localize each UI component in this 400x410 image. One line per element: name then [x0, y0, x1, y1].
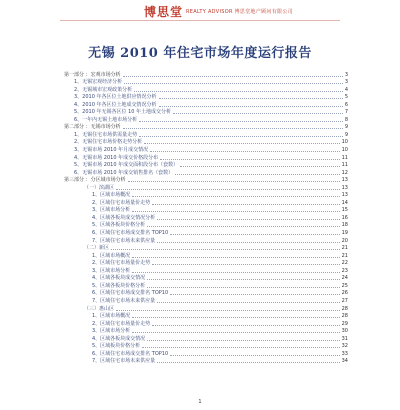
toc-entry-label: 2、无锡住宅市场价格走势分析	[74, 139, 143, 146]
toc-entry-page: 10	[341, 147, 348, 154]
toc-entry-page: 8	[344, 116, 348, 123]
toc-entry-page: 13	[341, 192, 348, 199]
toc-entry-label: 5、区域各板块价格分析	[92, 222, 146, 229]
toc-entry-label: 7、区域住宅市场未来供应量	[92, 358, 156, 365]
toc-leader-dots	[175, 174, 340, 175]
toc-entry[interactable]	[64, 213, 348, 221]
toc-entry[interactable]	[64, 312, 348, 320]
toc-entry[interactable]	[64, 327, 348, 335]
toc-entry[interactable]	[64, 153, 348, 161]
toc-entry[interactable]	[64, 244, 348, 252]
toc-entry[interactable]	[64, 78, 348, 86]
toc-entry-label: （二）新区	[84, 245, 110, 252]
toc-entry-page: 19	[341, 230, 348, 237]
toc-entry-page: 14	[341, 199, 348, 206]
page-number: 1	[198, 399, 202, 405]
toc-leader-dots	[157, 219, 339, 220]
toc-entry[interactable]	[64, 342, 348, 350]
toc-entry-page: 21	[341, 245, 348, 252]
toc-leader-dots	[139, 121, 343, 122]
toc-entry-label: 3、2010 年各区位土地供应情况分析	[74, 94, 157, 101]
toc-leader-dots	[132, 196, 339, 197]
toc-entry-label: 3、无锡市场 2010 年月成交情况	[74, 147, 149, 154]
toc-leader-dots	[157, 362, 339, 363]
toc-leader-dots	[132, 332, 339, 333]
toc-leader-dots	[147, 279, 339, 280]
toc-entry[interactable]	[64, 349, 348, 357]
toc-entry-page: 5	[344, 94, 348, 101]
toc-entry-page: 18	[341, 222, 348, 229]
toc-entry-page: 22	[341, 260, 348, 267]
toc-leader-dots	[144, 143, 339, 144]
toc-entry-page: 9	[344, 131, 348, 138]
toc-leader-dots	[132, 211, 339, 212]
toc-entry-label: 6、无锡市场 2010 年成交销售排名（套数）	[74, 169, 174, 176]
toc-entry-label: 5、无锡市场 2010 年成交面积段分布（套数）	[74, 162, 179, 169]
toc-entry-page: 31	[341, 335, 348, 342]
toc-entry-page: 20	[341, 237, 348, 244]
toc-entry-label: 6、区域住宅市场成交排名 TOP10	[92, 230, 169, 237]
toc-leader-dots	[124, 83, 343, 84]
toc-entry-page: 3	[344, 79, 348, 86]
toc-entry[interactable]	[64, 123, 348, 131]
toc-leader-dots	[111, 249, 340, 250]
toc-entry[interactable]	[64, 236, 348, 244]
toc-entry[interactable]	[64, 161, 348, 169]
toc-entry-page: 9	[344, 124, 348, 131]
toc-leader-dots	[159, 106, 343, 107]
toc-entry[interactable]	[64, 138, 348, 146]
toc-entry-label: 7、区域住宅市场未来供应量	[92, 237, 156, 244]
toc-entry[interactable]	[64, 191, 348, 199]
toc-leader-dots	[134, 91, 343, 92]
toc-entry[interactable]	[64, 266, 348, 274]
toc-entry[interactable]	[64, 357, 348, 365]
toc-leader-dots	[132, 317, 339, 318]
toc-entry-page: 32	[341, 343, 348, 350]
toc-entry-page: 4	[344, 86, 348, 93]
toc-leader-dots	[123, 128, 343, 129]
toc-entry-label: 4、2010 年各区位土地成交情况分析	[74, 101, 157, 108]
toc-entry-page: 11	[341, 154, 348, 161]
toc-leader-dots	[142, 347, 339, 348]
toc-entry-label: 2、区域住宅市场量价走势	[92, 320, 151, 327]
toc-entry-label: 2、无锡城市宏观政策分析	[74, 86, 133, 93]
toc-entry-page: 23	[341, 267, 348, 274]
toc-entry-page: 26	[341, 290, 348, 297]
toc-entry-page: 10	[341, 139, 348, 146]
toc-leader-dots	[150, 151, 340, 152]
toc-entry-label: 5、区域各板块价格分析	[92, 282, 146, 289]
toc-leader-dots	[157, 242, 339, 243]
toc-entry-label: 1、区域市场概况	[92, 313, 131, 320]
toc-entry[interactable]	[64, 289, 348, 297]
toc-entry[interactable]	[64, 221, 348, 229]
toc-leader-dots	[159, 98, 343, 99]
toc-entry-page: 16	[341, 214, 348, 221]
toc-entry-label: 6、区域住宅市场成交排名 TOP10	[92, 350, 169, 357]
toc-entry[interactable]	[64, 183, 348, 191]
toc-entry-label: 第一部分 ：宏观市场分析	[64, 71, 121, 78]
toc-leader-dots	[147, 226, 339, 227]
toc-entry[interactable]	[64, 70, 348, 78]
toc-entry-label: 1、区域市场概况	[92, 252, 131, 259]
toc-entry-page: 13	[341, 177, 348, 184]
toc-entry-label: 第二部分 ：无锡市场分析	[64, 124, 121, 131]
toc-entry[interactable]	[64, 93, 348, 101]
toc-entry-label: 4、区域各板块成交情况	[92, 275, 146, 282]
toc-entry[interactable]	[64, 274, 348, 282]
toc-leader-dots	[170, 234, 339, 235]
toc-entry[interactable]	[64, 145, 348, 153]
toc-entry-label: 4、区域各板块成交情况分析	[92, 214, 156, 221]
toc-entry-label: 5、区域板块价格分析	[92, 343, 141, 350]
toc-entry-page: 28	[341, 313, 348, 320]
document-title: 无锡 2010 年住宅市场年度运行报告	[88, 46, 312, 61]
toc-entry-page: 12	[341, 169, 348, 176]
toc-entry[interactable]	[64, 228, 348, 236]
toc-entry-label: 6、一年内无锡土地市场分析	[74, 116, 138, 123]
toc-leader-dots	[170, 355, 339, 356]
toc-entry[interactable]	[64, 115, 348, 123]
toc-entry[interactable]	[64, 251, 348, 259]
toc-entry-label: 1、区域市场概况	[92, 192, 131, 199]
toc-entry[interactable]	[64, 100, 348, 108]
toc-leader-dots	[147, 340, 339, 341]
toc-entry-label: 4、区域各板块成交情况	[92, 335, 146, 342]
toc-leader-dots	[116, 189, 340, 190]
toc-entry[interactable]	[64, 85, 348, 93]
toc-entry-label: （一）滨湖区	[84, 184, 115, 191]
toc-leader-dots	[157, 302, 339, 303]
toc-leader-dots	[180, 166, 340, 167]
toc-leader-dots	[147, 287, 339, 288]
toc-entry-page: 11	[341, 162, 348, 169]
toc-entry-page: 3	[344, 71, 348, 78]
toc-leader-dots	[123, 76, 343, 77]
toc-entry[interactable]	[64, 296, 348, 304]
toc-entry[interactable]	[64, 259, 348, 267]
toc-leader-dots	[132, 272, 339, 273]
toc-entry-page: 33	[341, 350, 348, 357]
toc-entry-page: 28	[341, 305, 348, 312]
toc-entry-page: 25	[341, 282, 348, 289]
toc-entry-label: 1、无锡住宅市场供需量走势	[74, 131, 138, 138]
toc-entry-label: （三）惠山区	[84, 305, 115, 312]
toc-leader-dots	[173, 113, 343, 114]
toc-entry[interactable]	[64, 168, 348, 176]
toc-leader-dots	[116, 310, 340, 311]
toc-entry[interactable]	[64, 304, 348, 312]
toc-entry-label: 2、区域住宅市场量价走势	[92, 199, 151, 206]
toc-entry-label: 6、区域住宅市场成交排名 TOP10	[92, 290, 169, 297]
toc-entry-label: 4、无锡市场 2010 年成交价格段分布	[74, 154, 159, 161]
toc-entry[interactable]	[64, 176, 348, 184]
toc-leader-dots	[128, 181, 340, 182]
toc-entry-page: 13	[341, 184, 348, 191]
toc-entry-page: 21	[341, 252, 348, 259]
toc-entry[interactable]	[64, 319, 348, 327]
toc-entry-page: 24	[341, 275, 348, 282]
toc-entry[interactable]	[64, 334, 348, 342]
toc-entry-label: 5、2010 年无锡各区位 10 年土地成交分析	[74, 109, 172, 116]
toc-leader-dots	[170, 294, 339, 295]
toc-entry[interactable]	[64, 108, 348, 116]
toc-entry-label: 3、区域市场分析	[92, 267, 131, 274]
table-of-contents	[64, 70, 348, 364]
toc-entry-page: 29	[341, 320, 348, 327]
toc-entry-page: 7	[344, 109, 348, 116]
company-logo	[144, 4, 293, 18]
toc-entry[interactable]	[64, 130, 348, 138]
header-divider	[60, 20, 340, 21]
logo-mark: 博思堂	[144, 4, 184, 19]
toc-leader-dots	[160, 159, 340, 160]
toc-entry-page: 30	[341, 328, 348, 335]
toc-entry-label: 第三部分 ：分区域市场分析	[64, 177, 126, 184]
toc-leader-dots	[132, 257, 339, 258]
toc-entry[interactable]	[64, 206, 348, 214]
toc-entry-page: 6	[344, 101, 348, 108]
toc-entry-label: 2、区域住宅市场量价走势	[92, 260, 151, 267]
toc-entry[interactable]	[64, 198, 348, 206]
toc-leader-dots	[152, 264, 339, 265]
toc-entry-label: 3、区域市场分析	[92, 328, 131, 335]
toc-entry-label: 3、区域市场分析	[92, 207, 131, 214]
toc-entry-page: 34	[341, 358, 348, 365]
toc-entry-page: 27	[341, 297, 348, 304]
toc-leader-dots	[152, 325, 339, 326]
toc-leader-dots	[152, 204, 339, 205]
toc-entry-label: 7、区域住宅市场未来供应量	[92, 297, 156, 304]
toc-leader-dots	[139, 136, 343, 137]
toc-entry-page: 15	[341, 207, 348, 214]
toc-entry[interactable]	[64, 281, 348, 289]
toc-entry-label: 1、无锡宏观经济分析	[74, 79, 123, 86]
logo-subtitle: REALTY ADVISOR 博思堂地产顾问有限公司	[186, 8, 293, 15]
